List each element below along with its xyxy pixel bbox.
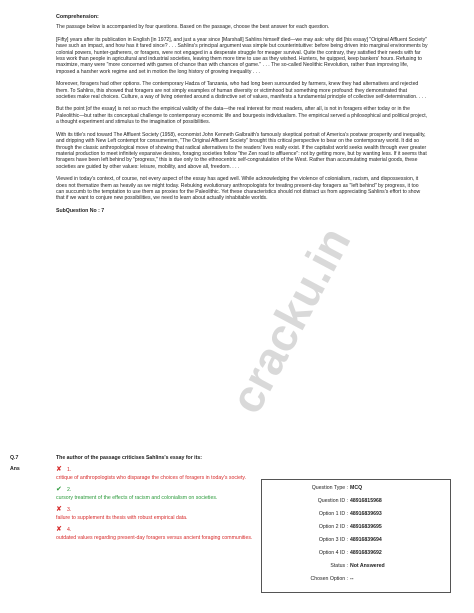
info-question-type xyxy=(262,484,450,493)
check-icon: ✔ xyxy=(56,486,62,493)
subquestion-number: SubQuestion No : 7 xyxy=(56,207,105,214)
comprehension-intro: The passage below is accompanied by four questions. Based on the passage, choose the best answer for each question. xyxy=(56,24,330,31)
info-status xyxy=(262,562,450,571)
info-option4-id xyxy=(262,549,450,558)
info-option1-id xyxy=(262,510,450,519)
info-value: 48916839695 xyxy=(350,524,382,530)
info-chosen-option xyxy=(262,575,450,584)
question-info-box xyxy=(261,479,451,593)
passage-paragraph: But the point [of the essay] is not so much the empirical validity of the data—the real interest for most readers, after all, is not in foragers either today or in the Paleolithic—but rather its conceptual challenge to contemporary economic life and bourgeois individualism. The empirical served a philosophical and political project, a thought experiment and stimulus to the imagination of possibilities. xyxy=(56,106,428,126)
option-text: cursory treatment of the effects of racism and colonialism on societies. xyxy=(56,495,218,501)
info-value: Not Answered xyxy=(350,563,385,569)
info-value: MCQ xyxy=(350,485,363,491)
info-label: Option 2 ID : xyxy=(318,524,348,530)
comprehension-heading: Comprehension: xyxy=(56,14,99,20)
info-label: Option 1 ID : xyxy=(318,511,348,517)
comprehension-section xyxy=(56,14,428,220)
info-value: 48916815968 xyxy=(350,498,382,504)
passage-paragraph: Viewed in today's context, of course, not every aspect of the essay has aged well. While acknowledging the violence of colonialism, racism, and dispossession, it does not thematize them as heavily as we might today. Rebuking evolutionary anthropologists for treating present-day foragers as "left behind" by progress, it too can succumb to the temptation to use them as proxies for the Paleolithic. Yet these characteristics should not distract us from appreciating Sahlins's effort to show that if we want to conjure new possibilities, we need to learn about actually inhabitable worlds. xyxy=(56,176,421,202)
info-label: Option 3 ID : xyxy=(318,537,348,543)
info-value: 48916839692 xyxy=(350,550,382,556)
info-value: 48916839694 xyxy=(350,537,382,543)
info-label: Question ID : xyxy=(317,498,348,504)
question-number: Q.7 xyxy=(10,455,19,461)
cross-icon: ✘ xyxy=(56,526,62,533)
cross-icon: ✘ xyxy=(56,466,62,473)
watermark: cracku.in xyxy=(219,218,361,422)
question-text: The author of the passage criticises Sahlins's essay for its: xyxy=(56,455,202,461)
info-label: Status : xyxy=(330,563,348,569)
passage-paragraph: Moreover, foragers had other options. The contemporary Hadza of Tanzania, who had long been surrounded by farmers, knew they had alternatives and rejected them. To Sahlins, this showed that foragers are not simply examples of human diversity or victimhood but something more profound: they demonstrated that societies make real choices. Culture, a way of living oriented around a distinctive set of values, manifests a fundamental principle of collective self-determination. . . . xyxy=(56,81,427,101)
option-text: failure to supplement its thesis with robust empirical data. xyxy=(56,515,188,521)
option-text: critique of anthropologists who disparage the choices of foragers in today's society. xyxy=(56,475,247,481)
info-value: -- xyxy=(350,576,354,582)
passage-paragraph: [Fifty] years after its publication in English [in 1972], and just a year since [Marshall] Sahlins himself died—we may ask: why did [his essay] "Original Affluent Society" have such an impact, and how has it fared since? . . . Sahlins's principal argument was simple but counterintuitive: before being driven into marginal environments by colonial powers, hunter-gatherers, or foragers, were not engaged in a desperate struggle for meager survival. Quite the contrary, they satisfied their needs with far less work than people in agricultural and industrial societies, leaving them more time to use as they wished. Hunters, he quipped, keep bankers' hours. Refusing to maximize, many were "more concerned with games of chance than with chances of game." . . . The so-called Neolithic Revolution, rather than improving life, imposed a harsher work regime and set in motion the long history of growing inequality . . . xyxy=(56,36,428,75)
option-number: 3. xyxy=(67,507,72,513)
info-label: Chosen Option : xyxy=(310,576,348,582)
info-label: Option 4 ID : xyxy=(318,550,348,556)
option-number: 1. xyxy=(67,467,72,473)
info-question-id xyxy=(262,497,450,506)
option-text: outdated values regarding present-day foragers versus ancient foraging communities. xyxy=(56,535,253,541)
info-label: Question Type : xyxy=(311,485,348,491)
info-value: 48916839693 xyxy=(350,511,382,517)
answer-label: Ans xyxy=(10,466,20,472)
info-option2-id xyxy=(262,523,450,532)
cross-icon: ✘ xyxy=(56,506,62,513)
option-number: 4. xyxy=(67,527,72,533)
option-number: 2. xyxy=(67,487,72,493)
info-option3-id xyxy=(262,536,450,545)
passage-paragraph: With its title's nod toward The Affluent Society (1958), economist John Kenneth Galbraith's famously skeptical portrait of America's postwar prosperity and inequality, and dripping with New Left contempt for consumerism, "The Original Affluent Society" brought this critical perspective to bear on the contemporary world. It did so through the classic anthropological move of showing that radical alternatives to the readers' lives really exist. If the capitalist world seeks wealth through ever greater material production to meet infinitely expansive desires, foraging societies follow "the Zen road to affluence": not by getting more, but by wanting less. If it seems that foragers have been left behind by "progress," this is due only to the ethnocentric self-congratulation of the West. Rather than accumulating material goods, these societies are guided by other values: leisure, mobility, and above all, freedom. . . . xyxy=(56,131,427,170)
